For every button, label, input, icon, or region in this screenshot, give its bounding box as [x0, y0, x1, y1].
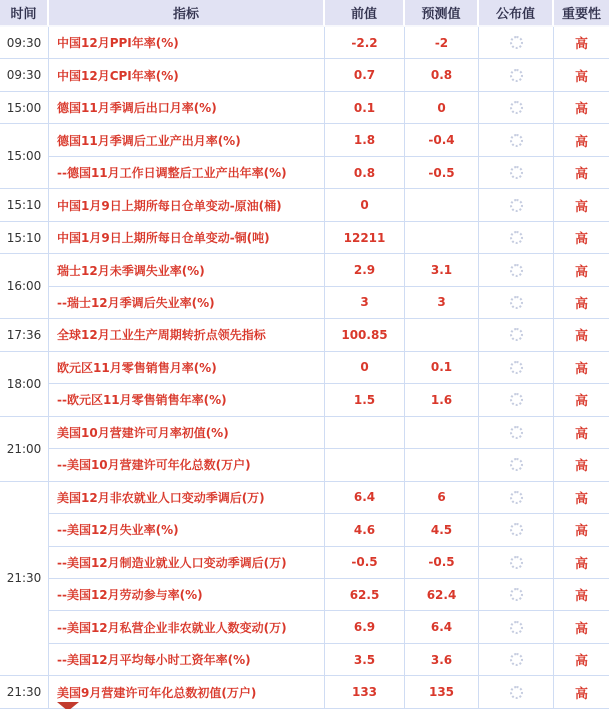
- importance-badge: 高: [554, 417, 609, 449]
- previous-value: 0.1: [325, 92, 405, 124]
- forecast-value: [405, 222, 479, 254]
- indicator-link[interactable]: --美国12月制造业就业人口变动季调后(万): [49, 547, 325, 579]
- importance-badge: 高: [554, 27, 609, 59]
- importance-badge: 高: [554, 384, 609, 416]
- importance-badge: 高: [554, 287, 609, 319]
- importance-badge: 高: [554, 92, 609, 124]
- time-cell: 15:00: [0, 124, 49, 189]
- loading-spinner-icon: [510, 296, 523, 309]
- loading-spinner-icon: [510, 686, 523, 699]
- published-value-cell: [479, 287, 554, 319]
- importance-badge: 高: [554, 611, 609, 643]
- column-header-2: 前值: [325, 0, 405, 27]
- time-cell: 09:30: [0, 59, 49, 91]
- importance-badge: 高: [554, 189, 609, 221]
- loading-spinner-icon: [510, 264, 523, 277]
- forecast-value: 0.1: [405, 352, 479, 384]
- column-header-1: 指标: [49, 0, 325, 27]
- indicator-link[interactable]: 德国11月季调后工业产出月率(%): [49, 124, 325, 156]
- previous-value: 1.8: [325, 124, 405, 156]
- forecast-value: [405, 189, 479, 221]
- forecast-value: 6: [405, 482, 479, 514]
- forecast-value: -0.5: [405, 547, 479, 579]
- published-value-cell: [479, 547, 554, 579]
- forecast-value: 62.4: [405, 579, 479, 611]
- importance-badge: 高: [554, 514, 609, 546]
- time-cell: 17:36: [0, 319, 49, 351]
- previous-value: 2.9: [325, 254, 405, 286]
- forecast-value: 6.4: [405, 611, 479, 643]
- importance-badge: 高: [554, 676, 609, 708]
- forecast-value: 1.6: [405, 384, 479, 416]
- previous-value: 100.85: [325, 319, 405, 351]
- indicator-link[interactable]: --德国11月工作日调整后工业产出年率(%): [49, 157, 325, 189]
- loading-spinner-icon: [510, 491, 523, 504]
- previous-value: 0.8: [325, 157, 405, 189]
- indicator-link[interactable]: 中国1月9日上期所每日仓单变动-原油(桶): [49, 189, 325, 221]
- time-cell: 15:00: [0, 92, 49, 124]
- importance-badge: 高: [554, 482, 609, 514]
- published-value-cell: [479, 157, 554, 189]
- importance-badge: 高: [554, 319, 609, 351]
- forecast-value: 3.1: [405, 254, 479, 286]
- importance-badge: 高: [554, 222, 609, 254]
- published-value-cell: [479, 449, 554, 481]
- indicator-link[interactable]: --美国12月失业率(%): [49, 514, 325, 546]
- indicator-link[interactable]: --美国12月私营企业非农就业人数变动(万): [49, 611, 325, 643]
- forecast-value: -0.4: [405, 124, 479, 156]
- previous-value: 4.6: [325, 514, 405, 546]
- column-header-0: 时间: [0, 0, 49, 27]
- importance-badge: 高: [554, 449, 609, 481]
- previous-value: 3: [325, 287, 405, 319]
- previous-value: 62.5: [325, 579, 405, 611]
- forecast-value: 3.6: [405, 644, 479, 676]
- indicator-link[interactable]: 全球12月工业生产周期转折点领先指标: [49, 319, 325, 351]
- importance-badge: 高: [554, 579, 609, 611]
- importance-badge: 高: [554, 254, 609, 286]
- red-triangle-marker-icon: [57, 702, 79, 709]
- loading-spinner-icon: [510, 523, 523, 536]
- previous-value: 0: [325, 352, 405, 384]
- loading-spinner-icon: [510, 393, 523, 406]
- forecast-value: 135: [405, 676, 479, 708]
- indicator-link[interactable]: 欧元区11月零售销售月率(%): [49, 352, 325, 384]
- published-value-cell: [479, 319, 554, 351]
- previous-value: 0.7: [325, 59, 405, 91]
- previous-value: [325, 449, 405, 481]
- previous-value: 6.4: [325, 482, 405, 514]
- indicator-link[interactable]: --瑞士12月季调后失业率(%): [49, 287, 325, 319]
- published-value-cell: [479, 676, 554, 708]
- indicator-link[interactable]: 美国10月营建许可月率初值(%): [49, 417, 325, 449]
- importance-badge: 高: [554, 59, 609, 91]
- time-cell: 15:10: [0, 222, 49, 254]
- previous-value: 6.9: [325, 611, 405, 643]
- time-cell: 15:10: [0, 189, 49, 221]
- published-value-cell: [479, 384, 554, 416]
- previous-value: 0: [325, 189, 405, 221]
- time-cell: 21:30: [0, 482, 49, 677]
- loading-spinner-icon: [510, 426, 523, 439]
- previous-value: -0.5: [325, 547, 405, 579]
- time-cell: 16:00: [0, 254, 49, 319]
- published-value-cell: [479, 59, 554, 91]
- published-value-cell: [479, 417, 554, 449]
- published-value-cell: [479, 514, 554, 546]
- published-value-cell: [479, 92, 554, 124]
- previous-value: [325, 417, 405, 449]
- loading-spinner-icon: [510, 101, 523, 114]
- loading-spinner-icon: [510, 361, 523, 374]
- loading-spinner-icon: [510, 588, 523, 601]
- column-header-4: 公布值: [479, 0, 554, 27]
- published-value-cell: [479, 352, 554, 384]
- published-value-cell: [479, 644, 554, 676]
- importance-badge: 高: [554, 352, 609, 384]
- column-header-3: 预测值: [405, 0, 479, 27]
- indicator-link[interactable]: 中国12月PPI年率(%): [49, 27, 325, 59]
- published-value-cell: [479, 611, 554, 643]
- forecast-value: [405, 319, 479, 351]
- forecast-value: 4.5: [405, 514, 479, 546]
- indicator-link[interactable]: --美国12月平均每小时工资年率(%): [49, 644, 325, 676]
- indicator-link[interactable]: 中国1月9日上期所每日仓单变动-铜(吨): [49, 222, 325, 254]
- previous-value: 133: [325, 676, 405, 708]
- indicator-link[interactable]: --美国10月营建许可年化总数(万户): [49, 449, 325, 481]
- published-value-cell: [479, 482, 554, 514]
- indicator-link[interactable]: --美国12月劳动参与率(%): [49, 579, 325, 611]
- importance-badge: 高: [554, 644, 609, 676]
- loading-spinner-icon: [510, 166, 523, 179]
- forecast-value: [405, 449, 479, 481]
- loading-spinner-icon: [510, 328, 523, 341]
- previous-value: -2.2: [325, 27, 405, 59]
- loading-spinner-icon: [510, 134, 523, 147]
- importance-badge: 高: [554, 157, 609, 189]
- forecast-value: -2: [405, 27, 479, 59]
- loading-spinner-icon: [510, 36, 523, 49]
- loading-spinner-icon: [510, 199, 523, 212]
- loading-spinner-icon: [510, 621, 523, 634]
- previous-value: 3.5: [325, 644, 405, 676]
- published-value-cell: [479, 27, 554, 59]
- published-value-cell: [479, 189, 554, 221]
- time-cell: 18:00: [0, 352, 49, 417]
- published-value-cell: [479, 124, 554, 156]
- importance-badge: 高: [554, 547, 609, 579]
- loading-spinner-icon: [510, 653, 523, 666]
- indicator-link[interactable]: 美国9月营建许可年化总数初值(万户): [49, 676, 325, 708]
- indicator-link[interactable]: 中国12月CPI年率(%): [49, 59, 325, 91]
- previous-value: 1.5: [325, 384, 405, 416]
- loading-spinner-icon: [510, 69, 523, 82]
- importance-badge: 高: [554, 124, 609, 156]
- published-value-cell: [479, 222, 554, 254]
- previous-value: 12211: [325, 222, 405, 254]
- time-cell: 21:30: [0, 676, 49, 708]
- time-cell: 21:00: [0, 417, 49, 482]
- indicator-link[interactable]: 美国12月非农就业人口变动季调后(万): [49, 482, 325, 514]
- forecast-value: -0.5: [405, 157, 479, 189]
- indicator-link[interactable]: 德国11月季调后出口月率(%): [49, 92, 325, 124]
- indicator-link[interactable]: 瑞士12月未季调失业率(%): [49, 254, 325, 286]
- published-value-cell: [479, 579, 554, 611]
- loading-spinner-icon: [510, 458, 523, 471]
- forecast-value: [405, 417, 479, 449]
- forecast-value: 0: [405, 92, 479, 124]
- forecast-value: 0.8: [405, 59, 479, 91]
- column-header-5: 重要性: [554, 0, 609, 27]
- indicator-link[interactable]: --欧元区11月零售销售年率(%): [49, 384, 325, 416]
- time-cell: 09:30: [0, 27, 49, 59]
- forecast-value: 3: [405, 287, 479, 319]
- published-value-cell: [479, 254, 554, 286]
- loading-spinner-icon: [510, 556, 523, 569]
- loading-spinner-icon: [510, 231, 523, 244]
